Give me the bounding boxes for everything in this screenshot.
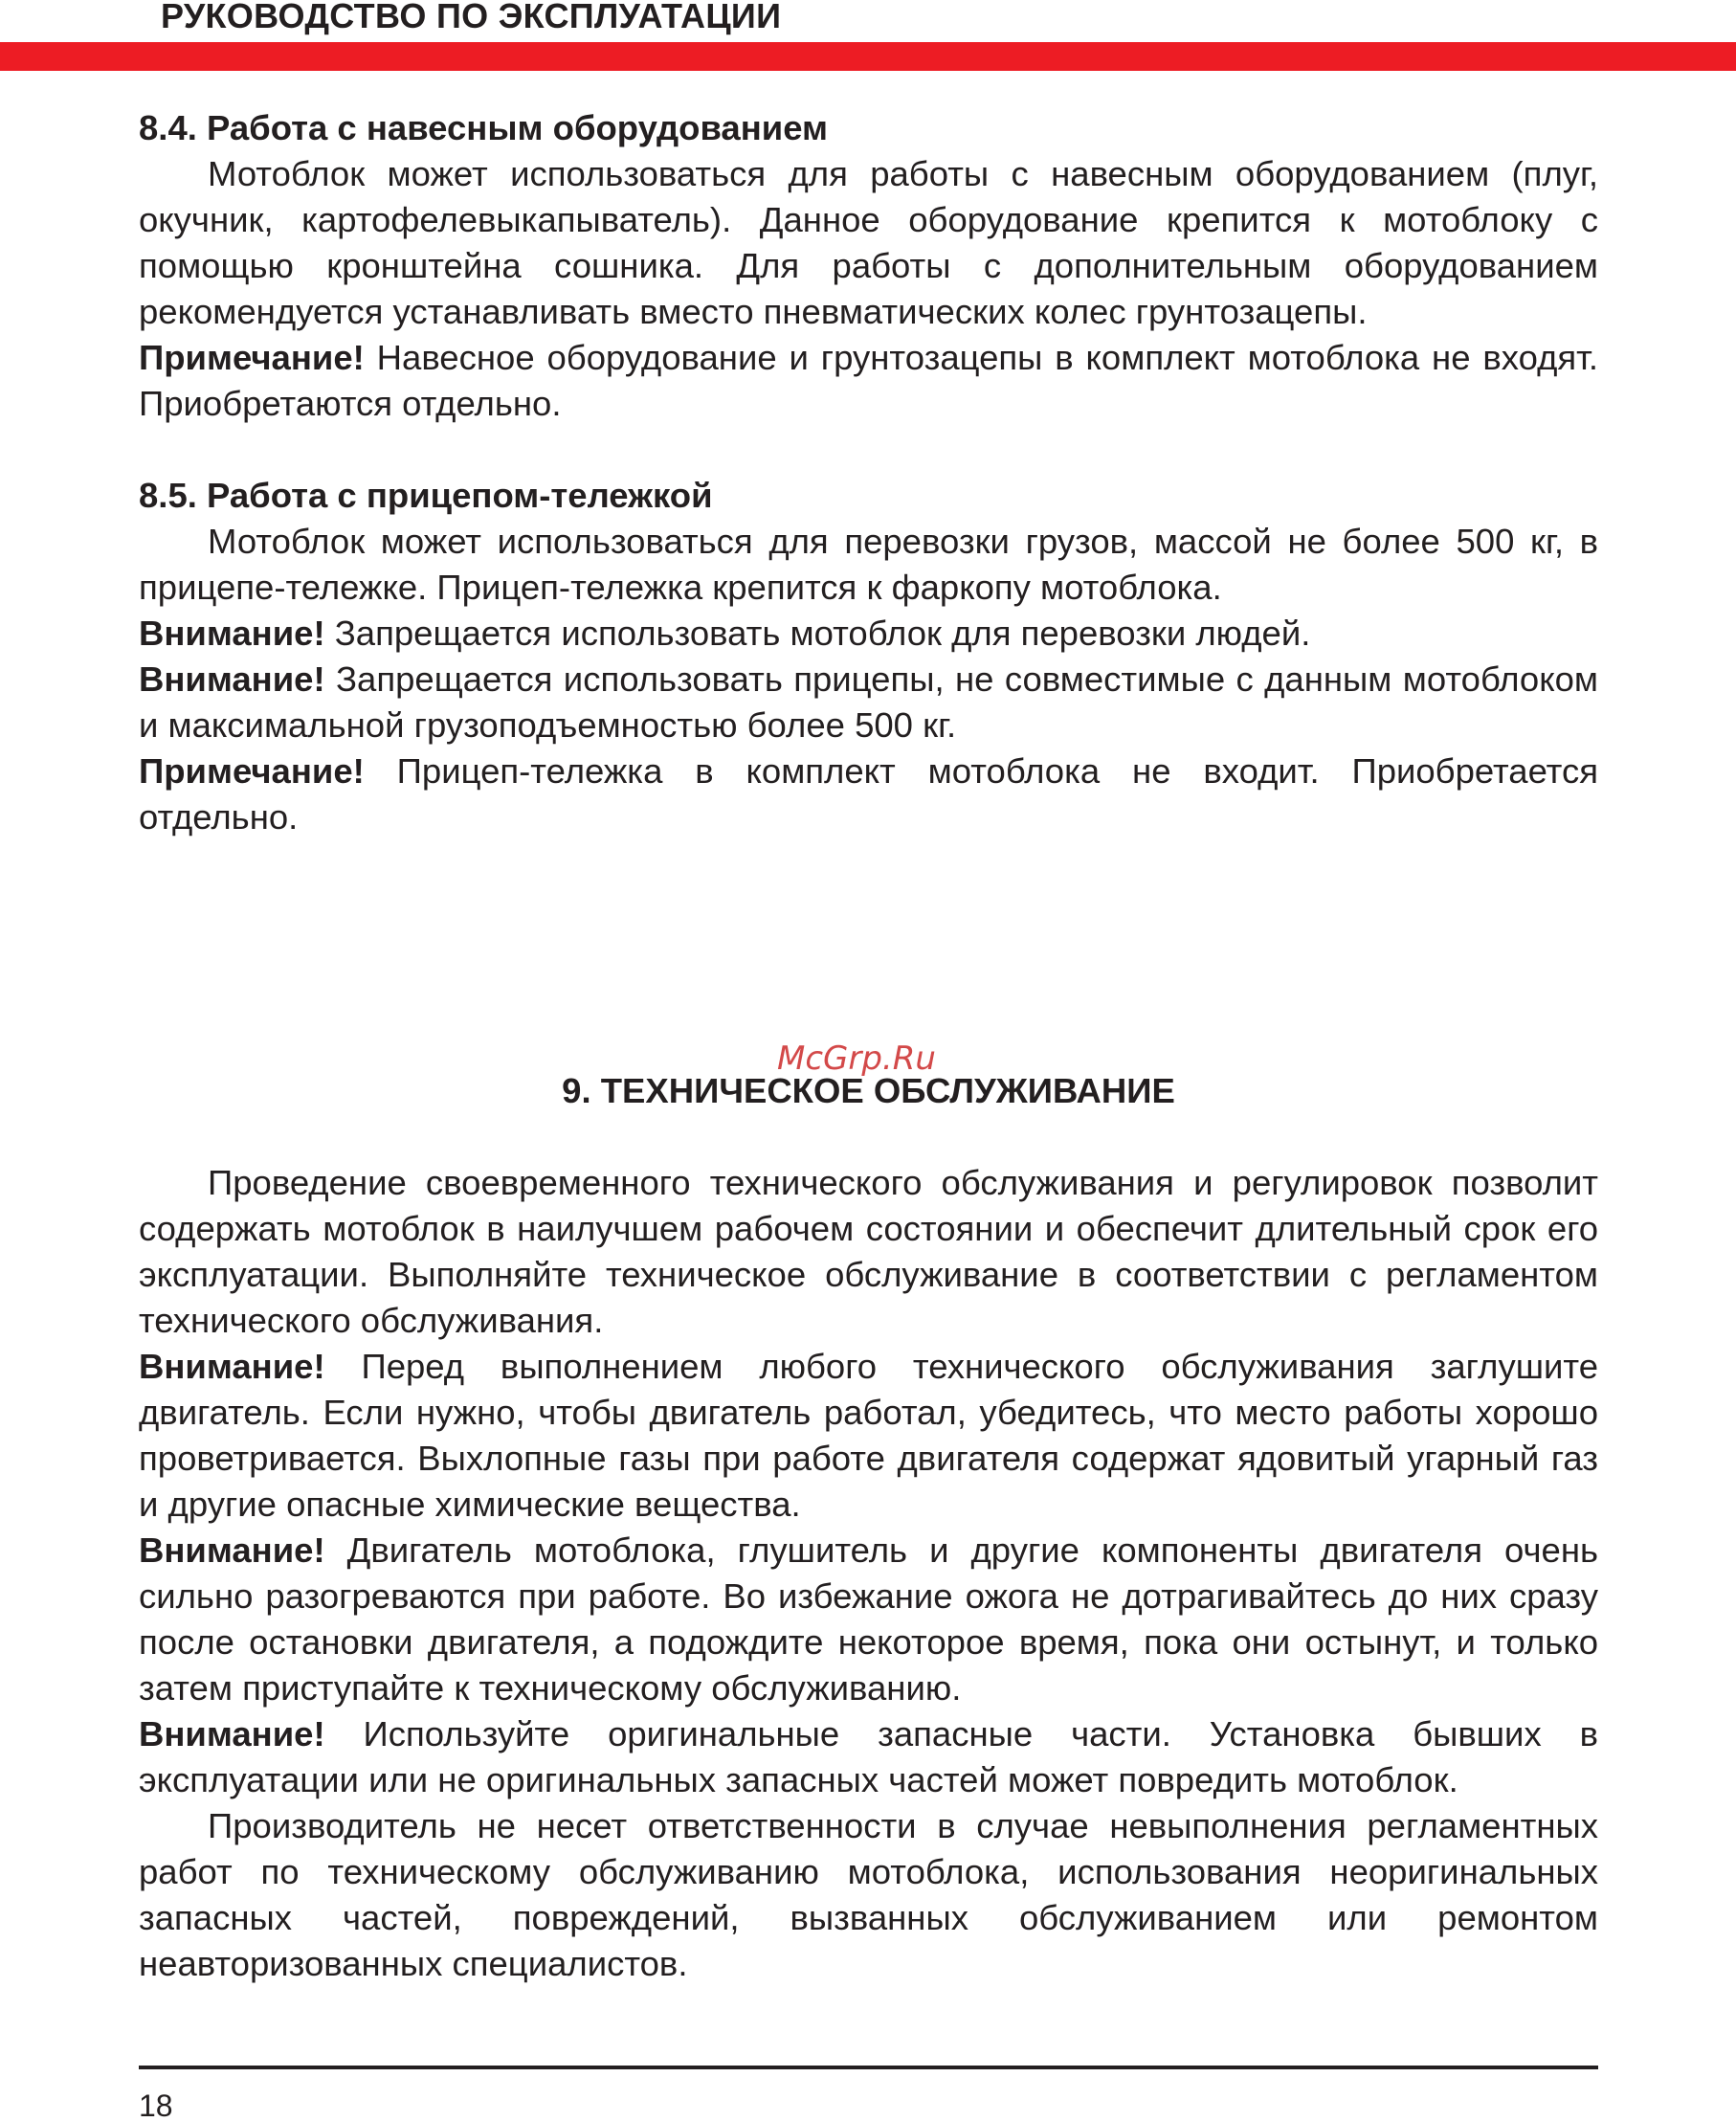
spacer	[139, 427, 1598, 473]
section-8-4-paragraph: Мотоблок может использоваться для работы с навесным оборудованием (плуг, окучник, картофелевыкапыватель). Данное оборудование крепится к мотоблоку с помощью кронштейна сошника. Для работы с дополнительным оборудованием рекомендуется устанавливать вместо пневматических колес грунтозацепы.	[139, 154, 1598, 331]
warning-label: Внимание!	[139, 614, 325, 653]
section-9-title: 9. ТЕХНИЧЕСКОЕ ОБСЛУЖИВАНИЕ	[562, 1071, 1175, 1110]
section-9-warning-2	[139, 1528, 1598, 1711]
section-8-4-note	[139, 335, 1598, 427]
section-9-warning-1	[139, 1344, 1598, 1528]
section-9-intro: Проведение своевременного технического обслуживания и регулировок позволит содержать мотоблок в наилучшем рабочем состоянии и обеспечит длительный срок его эксплуатации. Выполняйте техническое обслуживание в соответствии с регламентом технического обслуживания.	[139, 1163, 1598, 1340]
warning-text: Используйте оригинальные запасные части. Установка бывших в эксплуатации или не оригинальных запасных частей может повредить мотоблок.	[139, 1714, 1598, 1799]
section-8-5-paragraph: Мотоблок может использоваться для перевозки грузов, массой не более 500 кг, в прицепе-тележке. Прицеп-тележка крепится к фаркопу мотоблока.	[139, 522, 1598, 607]
watermark-text: McGrp.Ru	[777, 1039, 936, 1078]
warning-label: Внимание!	[139, 659, 325, 699]
warning-text: Двигатель мотоблока, глушитель и другие компоненты двигателя очень сильно разогреваются при работе. Во избежание ожога не дотрагивайтесь до них сразу после остановки двигателя, а подождите некоторое время, пока они остынут, и только затем приступайте к техническому обслуживанию.	[139, 1530, 1598, 1708]
sections-8-content	[139, 105, 1598, 840]
section-9-content	[139, 1160, 1598, 1987]
note-label: Примечание!	[139, 338, 365, 377]
footer-rule	[139, 2066, 1598, 2069]
warning-label: Внимание!	[139, 1347, 325, 1386]
header-red-bar	[0, 42, 1736, 71]
document-header-title: РУКОВОДСТВО ПО ЭКСПЛУАТАЦИИ	[161, 0, 782, 35]
section-8-5-heading: 8.5. Работа с прицепом-тележкой	[139, 476, 713, 515]
warning-text: Запрещается использовать мотоблок для перевозки людей.	[324, 614, 1311, 653]
section-8-5-note	[139, 748, 1598, 840]
warning-label: Внимание!	[139, 1530, 325, 1570]
warning-label: Внимание!	[139, 1714, 325, 1753]
section-9-closing: Производитель не несет ответственности в случае невыполнения регламентных работ по техническому обслуживанию мотоблока, использования неоригинальных запасных частей, повреждений, вызванных обслуживанием или ремонтом неавторизованных специалистов.	[139, 1806, 1598, 1983]
section-8-4-heading: 8.4. Работа с навесным оборудованием	[139, 108, 829, 147]
section-9-warning-3	[139, 1711, 1598, 1803]
note-text: Прицеп-тележка в комплект мотоблока не входит. Приобретается отдельно.	[139, 751, 1598, 837]
note-text: Навесное оборудование и грунтозацепы в комплект мотоблока не входят. Приобретаются отдельно.	[139, 338, 1598, 423]
section-8-5-warning-2	[139, 657, 1598, 748]
warning-text: Перед выполнением любого технического обслуживания заглушите двигатель. Если нужно, чтобы двигатель работал, убедитесь, что место работы хорошо проветривается. Выхлопные газы при работе двигателя содержат ядовитый угарный газ и другие опасные химические вещества.	[139, 1347, 1598, 1524]
page-number: 18	[139, 2088, 173, 2122]
note-label: Примечание!	[139, 751, 365, 791]
section-8-5-warning-1	[139, 611, 1598, 657]
warning-text: Запрещается использовать прицепы, не совместимые с данным мотоблоком и максимальной грузоподъемностью более 500 кг.	[139, 659, 1598, 745]
